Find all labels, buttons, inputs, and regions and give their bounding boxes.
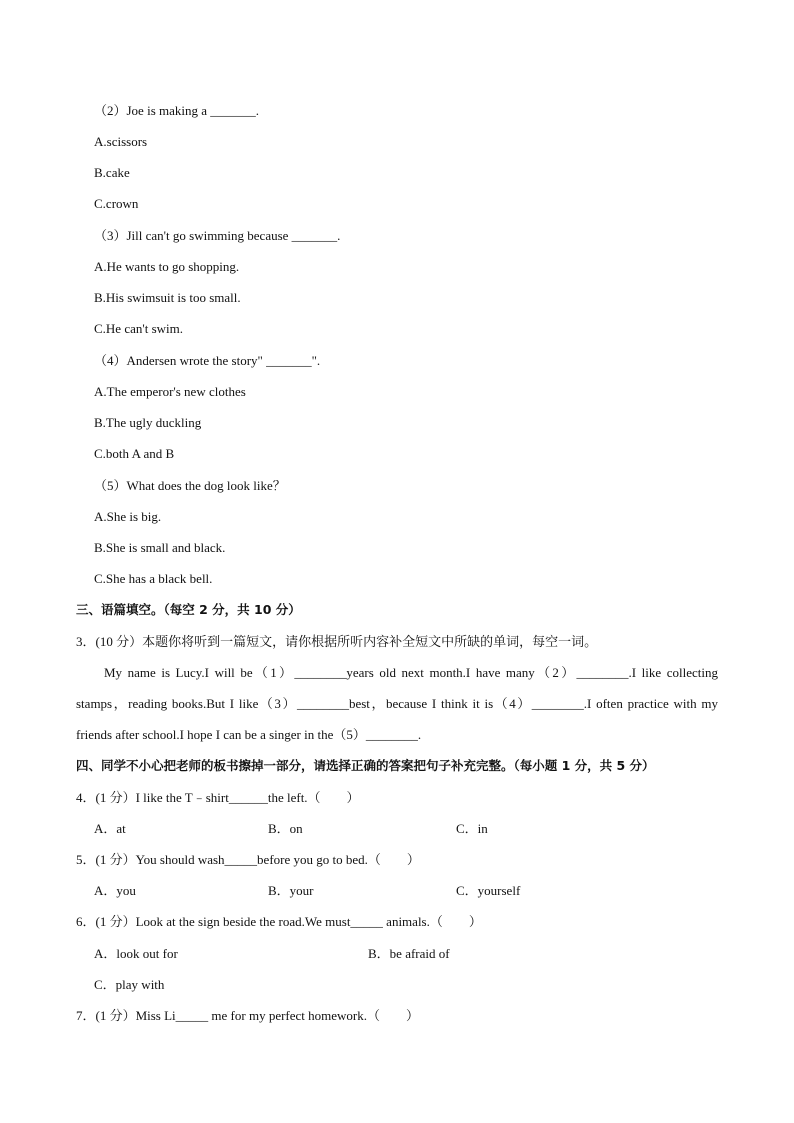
question-stem: 6．(1 分）Look at the sign beside the road.We must_____ animals.（ ） — [76, 914, 482, 929]
question-stem: 7．(1 分）Miss Li_____ me for my perfect homework.（ ） — [76, 1008, 420, 1023]
option-a: A．look out for — [94, 946, 178, 961]
question-5-stem: （5）What does the dog look like？ — [94, 478, 286, 493]
option-c: C.both A and B — [94, 446, 175, 461]
option-c: C.She has a black bell. — [94, 571, 213, 586]
option-a: A．at — [94, 821, 126, 836]
option-b: B.His swimsuit is too small. — [94, 290, 241, 305]
option-c: C.crown — [94, 196, 139, 211]
option-a: A.scissors — [94, 134, 148, 149]
question-stem: 4．(1 分）I like the T﹣shirt______the left.（ ） — [76, 790, 360, 805]
option-b: B．your — [268, 883, 314, 898]
option-a: A.He wants to go shopping. — [94, 259, 240, 274]
option-c: C.He can't swim. — [94, 321, 183, 336]
option-c: C．yourself — [456, 883, 521, 898]
section-3-heading: 三、语篇填空。（每空 2 分，共 10 分） — [76, 602, 301, 617]
option-b: B.The ugly duckling — [94, 415, 202, 430]
passage-line: friends after school.I hope I can be a singer in the（5）________. — [76, 727, 422, 742]
section-4-heading: 四、同学不小心把老师的板书擦掉一部分，请选择正确的答案把句子补充完整。（每小题 1 分，共 5 分） — [76, 758, 655, 773]
option-a: A．you — [94, 883, 136, 898]
question-3-stem: （3）Jill can't go swimming because _______. — [94, 228, 341, 243]
option-b: B.She is small and black. — [94, 540, 226, 555]
option-b: B．on — [268, 821, 303, 836]
passage-line: My name is Lucy.I will be（1）________years old next month.I have many（2）________.I like collecting — [104, 665, 718, 680]
option-b: B．be afraid of — [368, 946, 450, 961]
option-b: B.cake — [94, 165, 130, 180]
option-c: C．in — [456, 821, 488, 836]
passage-line: stamps，reading books.But I like（3）________best，because I think it is（4）________.I often practice with my — [76, 696, 718, 711]
question-stem: 3．(10 分）本题你将听到一篇短文，请你根据所听内容补全短文中所缺的单词，每空一词。 — [76, 634, 598, 649]
option-a: A.She is big. — [94, 509, 162, 524]
question-2-stem: （2）Joe is making a _______. — [94, 103, 260, 118]
question-stem: 5．(1 分）You should wash_____before you go to bed.（ ） — [76, 852, 420, 867]
question-4-stem: （4）Andersen wrote the story" _______". — [94, 353, 321, 368]
option-a: A.The emperor's new clothes — [94, 384, 246, 399]
option-c: C．play with — [94, 977, 165, 992]
